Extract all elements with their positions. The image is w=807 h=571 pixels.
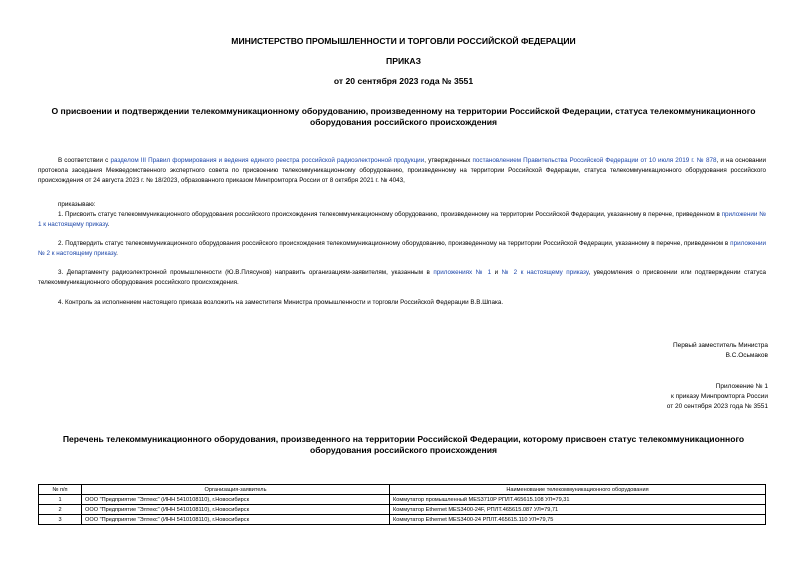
signature-position: Первый заместитель Министра — [672, 342, 768, 349]
appendix-line-1: Приложение № 1 — [715, 383, 768, 390]
appendix-line-3: от 20 сентября 2023 года № 3551 — [666, 403, 768, 410]
item2-text: 2. Подтвердить статус телекоммуникационного оборудования российского происхождения телекоммуникационному оборудованию, произведенному на территории Российской Федерации, указанному в перечне, приведенном в — [58, 240, 731, 247]
item3-end: , уведомления о присвоении или подтверждении статуса телекоммуникационного оборудования российского происхождения. — [38, 269, 766, 286]
row-organization: ООО "Предприятие "Элтекс" (ИНН 5410108110), г.Новосибирск — [82, 515, 390, 525]
link-appendix-1[interactable]: приложении № 1 к настоящему приказу — [38, 211, 766, 228]
order-item-4: 4. Контроль за исполнением настоящего приказа возложить на заместителя Министра промышленности и торговли Российской Федерации В.В.Шпака. — [58, 299, 504, 306]
intro-text-1: В соответствии с — [58, 157, 111, 164]
table-header-row — [39, 485, 766, 495]
appendix-note — [667, 382, 768, 412]
document-type: ПРИКАЗ — [386, 56, 421, 66]
item1-text: 1. Присвоить статус телекоммуникационного оборудования российского происхождения телекоммуникационному оборудованию, произведенному на территории Российской Федерации, указанному в перечне, приведенном в — [58, 211, 722, 218]
row-number: 1 — [39, 495, 82, 505]
col-header-equipment: Наименование телекоммуникационного оборудования — [390, 485, 766, 495]
row-equipment: Коммутатор Ethernet MES3400-24 РПЛТ.465615.110 УЛ=79,75 — [390, 515, 766, 525]
intro-paragraph — [38, 156, 766, 186]
row-equipment: Коммутатор Ethernet MES3400-24F, РПЛТ.465615.087 УЛ=79,71 — [390, 505, 766, 515]
link-rules-section-3[interactable]: разделом III Правил формирования и ведения единого реестра российской радиоэлектронной продукции — [110, 157, 425, 164]
link-appendices-2[interactable]: № 2 к настоящему приказу — [501, 269, 589, 276]
signature-block — [673, 341, 768, 361]
appendix-line-2: к приказу Минпромторга России — [671, 393, 768, 400]
row-equipment: Коммутатор промышленный MES3710P РПЛТ.465615.108 УЛ=79,31 — [390, 495, 766, 505]
row-number: 3 — [39, 515, 82, 525]
intro-text-2: , утвержденных — [424, 157, 473, 164]
order-item-2 — [38, 239, 766, 259]
intro-text-3: , и на основании протокола заседания Межведомственного экспертного совета по присвоению телекоммуникационному оборудованию, произведенному на территории Российской Федерации, статуса телекоммуникационного оборудования российского происхождения от 24 августа 2023 г. № 18/2023, образованного приказом Минпромторга России от 8 октября 2021 г. № 4043, — [38, 157, 766, 184]
link-appendix-2[interactable]: приложении № 2 к настоящему приказу — [38, 240, 766, 257]
orders-word: приказываю: — [58, 201, 96, 208]
item3-mid: и — [491, 269, 502, 276]
equipment-table — [38, 484, 766, 525]
order-item-3 — [38, 268, 766, 288]
row-organization: ООО "Предприятие "Элтекс" (ИНН 5410108110), г.Новосибирск — [82, 495, 390, 505]
ministry-name: МИНИСТЕРСТВО ПРОМЫШЛЕННОСТИ И ТОРГОВЛИ РОССИЙСКОЙ ФЕДЕРАЦИИ — [231, 36, 576, 46]
document-title: О присвоении и подтверждении телекоммуникационному оборудованию, произведенному на территории Российской Федерации, статуса телекоммуникационного оборудования российского происхождения — [51, 106, 756, 127]
col-header-organization: Организация-заявитель — [82, 485, 390, 495]
table-row — [39, 495, 766, 505]
item1-end: . — [107, 221, 110, 228]
list-title: Перечень телекоммуникационного оборудования, произведенного на территории Российской Федерации, которому присвоен статус телекоммуникационного оборудования российского происхождения — [62, 434, 745, 455]
signature-name: В.С.Осьмаков — [725, 352, 768, 359]
col-header-number: № п/п — [39, 485, 82, 495]
table-row — [39, 505, 766, 515]
document-date-number: от 20 сентября 2023 года № 3551 — [333, 76, 474, 86]
row-number: 2 — [39, 505, 82, 515]
item3-text: 3. Департаменту радиоэлектронной промышленности (Ю.В.Плясунов) направить организациям-заявителям, указанным в — [58, 269, 434, 276]
link-appendices-1[interactable]: приложениях № 1 — [433, 269, 492, 276]
item2-end: . — [116, 250, 118, 257]
table-row — [39, 515, 766, 525]
row-organization: ООО "Предприятие "Элтекс" (ИНН 5410108110), г.Новосибирск — [82, 505, 390, 515]
order-item-1 — [38, 210, 766, 230]
link-government-decree[interactable]: постановлением Правительства Российской Федерации от 10 июля 2019 г. № 878 — [472, 157, 717, 164]
